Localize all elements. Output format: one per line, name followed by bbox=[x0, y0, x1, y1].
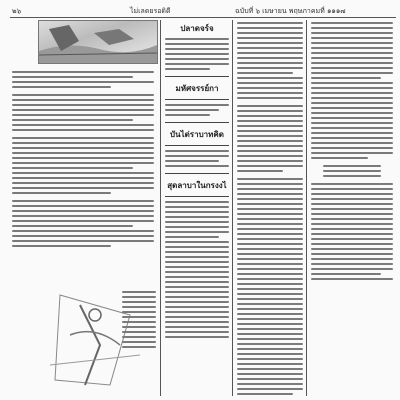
article-heading: มหัศจรรย์กา bbox=[175, 83, 219, 93]
column-1-bottom-right bbox=[122, 288, 156, 396]
article-heading: สุดลาบาในกรงงไ bbox=[167, 180, 227, 190]
text-block bbox=[12, 137, 154, 194]
issue-date: ฉบับที่ ๖ เมษายน พฤษภาคมที่ ๑๑๑๗ bbox=[235, 7, 346, 15]
column-2 bbox=[165, 19, 229, 397]
column-3 bbox=[237, 19, 303, 397]
text-block bbox=[165, 150, 229, 167]
text-block bbox=[165, 38, 229, 70]
article-heading-box bbox=[165, 173, 229, 197]
column-divider bbox=[306, 20, 307, 396]
column-4 bbox=[311, 19, 393, 397]
text-block bbox=[237, 22, 303, 99]
engraving-harbor-icon bbox=[39, 21, 157, 63]
illustration-top bbox=[38, 20, 158, 64]
text-block bbox=[237, 178, 303, 395]
notice-heading: ปลาดจร์จ bbox=[180, 23, 214, 33]
text-block bbox=[165, 104, 229, 116]
masthead bbox=[10, 5, 396, 17]
text-block bbox=[12, 200, 154, 247]
text-block bbox=[311, 22, 393, 159]
column-1 bbox=[12, 68, 154, 283]
section-heading-box bbox=[165, 122, 229, 146]
article-heading-box bbox=[165, 76, 229, 100]
page-number: ๒๖ bbox=[12, 7, 22, 15]
text-block bbox=[311, 183, 393, 280]
text-block bbox=[12, 71, 154, 88]
section-heading: บันได่ราบาทคิด bbox=[170, 129, 224, 139]
paper-name: ไม่เลดยรอดิดี bbox=[130, 7, 171, 15]
masthead-rule bbox=[10, 17, 396, 18]
column-divider bbox=[160, 20, 161, 396]
text-block bbox=[237, 105, 303, 172]
column-divider bbox=[232, 20, 233, 396]
text-block bbox=[12, 94, 154, 131]
text-block bbox=[165, 201, 229, 338]
text-block bbox=[311, 165, 393, 177]
